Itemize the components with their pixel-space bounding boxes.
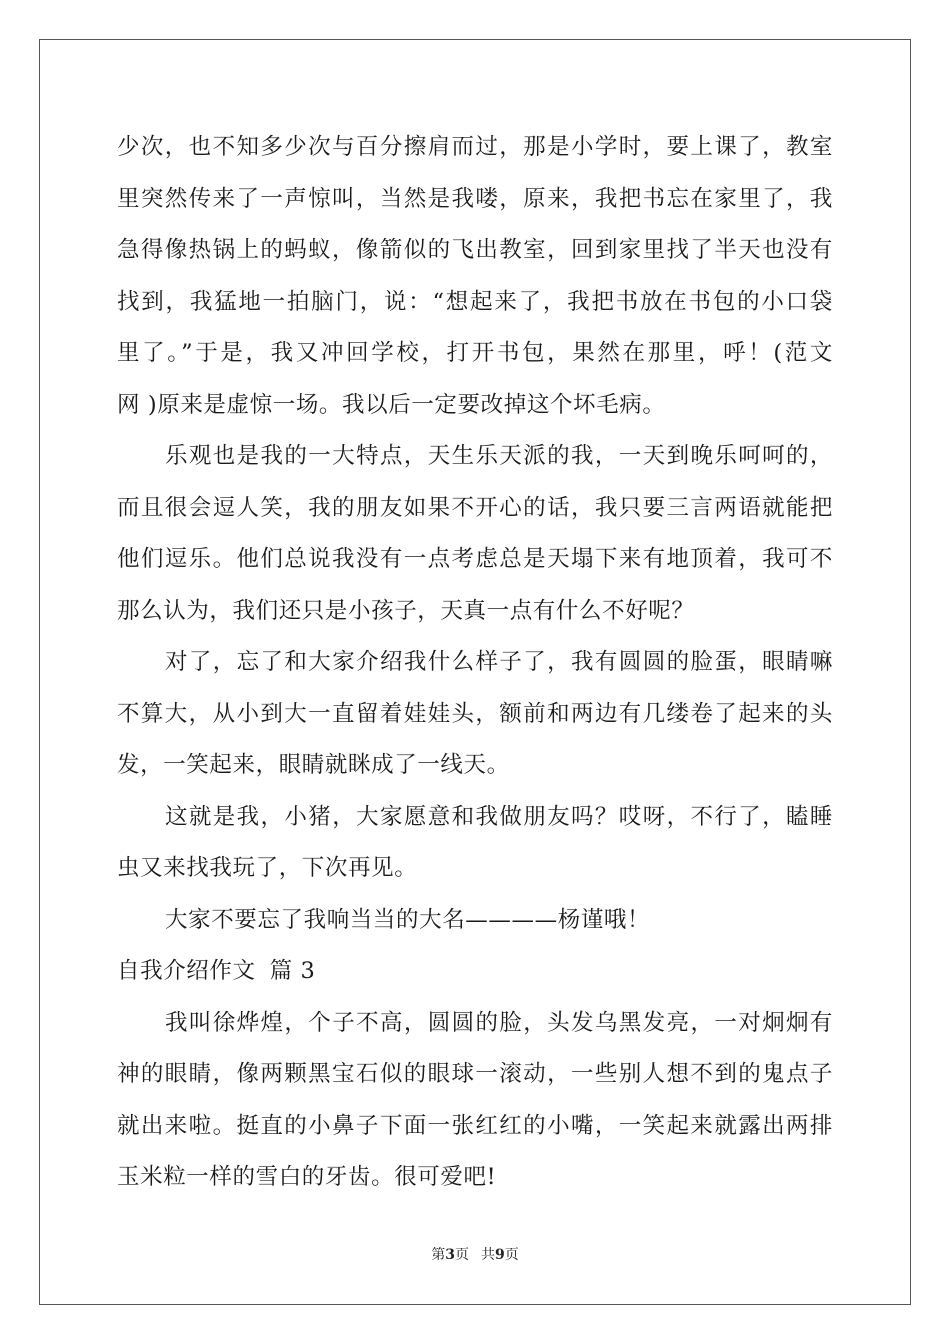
text-line: 就出来啦。挺直的小鼻子下面一张红红的小嘴，一笑起来就露出两排: [117, 1112, 833, 1139]
paragraph: [117, 998, 833, 1204]
section-heading: [117, 946, 833, 998]
document-body: [117, 122, 833, 1204]
text-line: 里突然传来了一声惊叫，当然是我喽，原来，我把书忘在家里了，我: [117, 185, 833, 212]
text-line: 大家不要忘了我响当当的大名————杨谨哦！: [165, 906, 651, 933]
text-line: 少次，也不知多少次与百分擦肩而过，那是小学时，要上课了，教室: [117, 134, 833, 160]
text-line: 网 )原来是虚惊一场。我以后一定要改掉这个坏毛病。: [117, 391, 666, 418]
total-suffix: 页: [504, 1247, 519, 1263]
section-title: 自我介绍作文: [117, 958, 256, 984]
text-line: 急得像热锅上的蚂蚁，像箭似的飞出教室，回到家里找了半天也没有: [117, 237, 833, 263]
page-suffix: 页: [455, 1247, 469, 1263]
text-line: 不算大，从小到大一直留着娃娃头，额前和两边有几缕卷了起来的头: [117, 700, 833, 727]
text-line: 对了，忘了和大家介绍我什么样子了，我有圆圆的脸蛋，眼睛嘛: [165, 649, 833, 675]
page-number: 3: [445, 1247, 455, 1263]
text-line: 玉米粒一样的雪白的牙齿。很可爱吧!: [117, 1164, 497, 1190]
total-prefix: 共: [481, 1247, 495, 1263]
section-part: 篇 3: [269, 958, 316, 984]
text-line: 发，一笑起来，眼睛就眯成了一线天。: [117, 752, 510, 778]
text-line: 这就是我，小猪，大家愿意和我做朋友吗？哎呀，不行了，瞌睡: [165, 803, 833, 830]
page-footer: [0, 1244, 950, 1264]
text-line: 里了。”于是，我又冲回学校，打开书包，果然在那里，呼！(范文: [117, 340, 833, 366]
text-line: 虫又来找我玩了，下次再见。: [117, 855, 418, 881]
paragraph: [117, 122, 833, 431]
text-line: 乐观也是我的一大特点，天生乐天派的我，一天到晚乐呵呵的，: [165, 443, 833, 469]
text-line: 那么认为，我们还只是小孩子，天真一点有什么不好呢？: [117, 597, 695, 624]
paragraph: [117, 792, 833, 895]
paragraph: [117, 431, 833, 637]
text-line: 而且很会逗人笑，我的朋友如果不开心的话，我只要三言两语就能把: [117, 494, 833, 521]
paragraph: [117, 637, 833, 792]
text-line: 神的眼睛，像两颗黑宝石似的眼球一滚动，一些别人想不到的鬼点子: [117, 1061, 833, 1087]
text-line: 找到，我猛地一拍脑门，说：“想起来了，我把书放在书包的小口袋: [117, 288, 833, 315]
text-line: 我叫徐烨煌，个子不高，圆圆的脸，头发乌黑发亮，一对炯炯有: [165, 1009, 833, 1036]
page-prefix: 第: [431, 1247, 446, 1263]
total-pages: 9: [495, 1247, 505, 1263]
paragraph: [117, 895, 833, 947]
text-line: 他们逗乐。他们总说我没有一点考虑总是天塌下来有地顶着，我可不: [117, 546, 833, 572]
